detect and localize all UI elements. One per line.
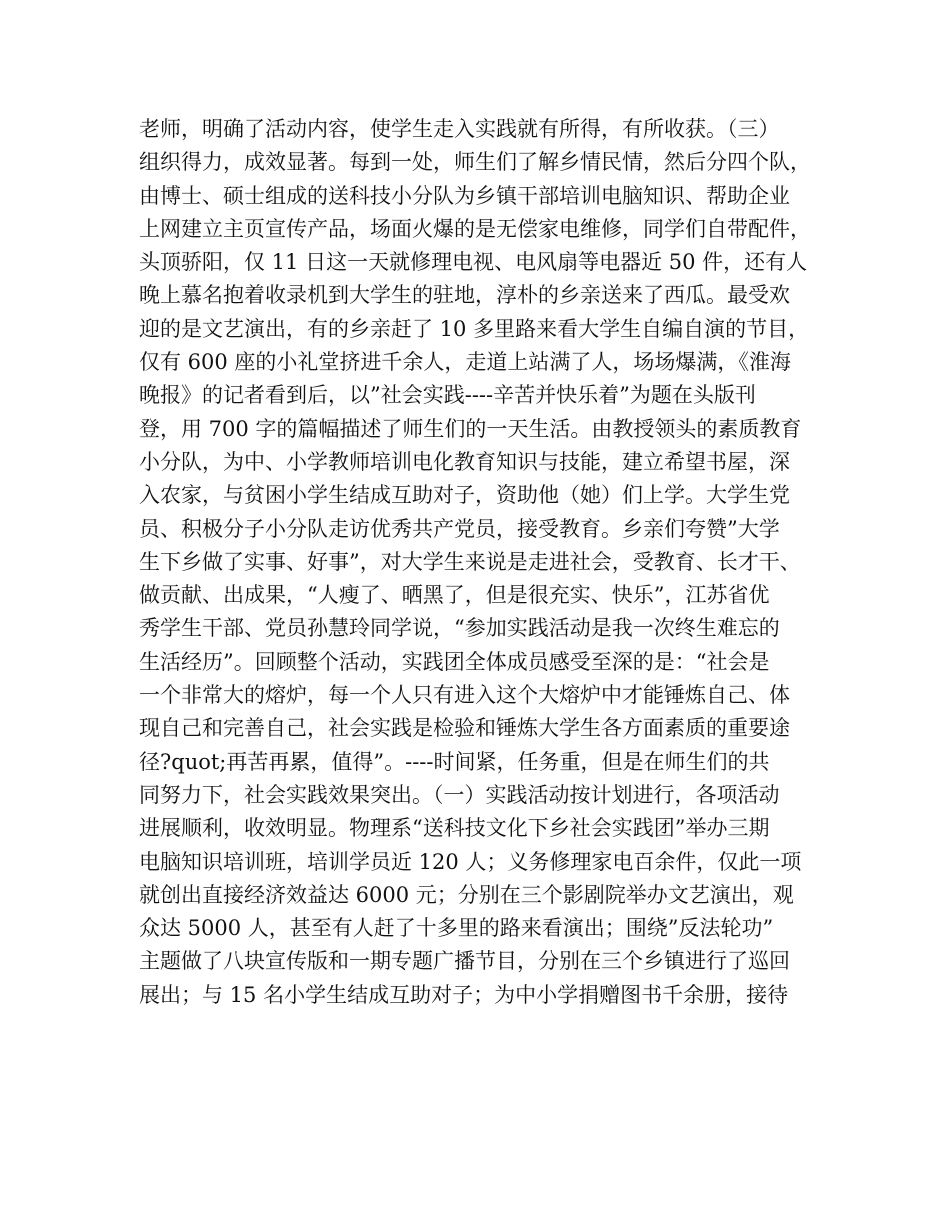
text-line: 由博士、硕士组成的送科技小分队为乡镇干部培训电脑知识、帮助企业 bbox=[139, 183, 790, 208]
text-line: 上网建立主页宣传产品，场面火爆的是无偿家电维修，同学们自带配件， bbox=[139, 216, 811, 241]
text-line: 员、积极分子小分队走访优秀共产党员，接受教育。乡亲们夸赞”大学 bbox=[139, 516, 780, 541]
text-line: 现自己和完善自己，社会实践是检验和锤炼大学生各方面素质的重要途 bbox=[139, 716, 790, 741]
text-line: 头顶骄阳，仅 11 日这一天就修理电视、电风扇等电器近 50 件，还有人 bbox=[139, 250, 808, 275]
text-line: 组织得力，成效显著。每到一处，师生们了解乡情民情，然后分四个队， bbox=[139, 150, 811, 175]
text-line: 就创出直接经济效益达 6000 元；分别在三个影剧院举办文艺演出，观 bbox=[139, 882, 794, 907]
text-line: 同努力下，社会实践效果突出。（一）实践活动按计划进行，各项活动 bbox=[139, 782, 780, 807]
text-line: 径?quot;再苦再累，值得”。----时间紧，任务重，但是在师生们的共 bbox=[139, 749, 770, 774]
text-line: 晚报》的记者看到后，以”社会实践----辛苦并快乐着”为题在头版刊 bbox=[139, 383, 756, 408]
text-line: 老师，明确了活动内容，使学生走入实践就有所得，有所收获。（三） bbox=[139, 117, 780, 141]
text-line: 展出；与 15 名小学生结成互助对子；为中小学捐赠图书千余册，接待 bbox=[139, 982, 789, 1007]
text-line: 入农家，与贫困小学生结成互助对子，资助他（她）们上学。大学生党 bbox=[139, 483, 790, 508]
text-line: 秀学生干部、党员孙慧玲同学说，“参加实践活动是我一次终生难忘的 bbox=[139, 616, 780, 641]
text-line: 主题做了八块宣传版和一期专题广播节目，分别在三个乡镇进行了巡回 bbox=[139, 949, 790, 974]
text-line: 做贡献、出成果，“人瘦了、晒黑了，但是很充实、快乐”，江苏省优 bbox=[139, 583, 770, 608]
text-line: 生下乡做了实事、好事”，对大学生来说是走进社会，受教育、长才干、 bbox=[139, 549, 801, 574]
text-line: 小分队，为中、小学教师培训电化教育知识与技能，建立希望书屋，深 bbox=[139, 449, 790, 474]
text-line: 仅有 600 座的小礼堂挤进千余人，走道上站满了人，场场爆满，《淮海 bbox=[139, 350, 791, 375]
body-paragraph bbox=[139, 113, 829, 1012]
text-line: 进展顺利，收效明显。物理系“送科技文化下乡社会实践团”举办三期 bbox=[139, 816, 770, 841]
text-line: 登，用 700 字的篇幅描述了师生们的一天生活。由教授领头的素质教育 bbox=[139, 416, 802, 441]
text-line: 众达 5000 人，甚至有人赶了十多里的路来看演出；围绕”反法轮功” bbox=[139, 916, 774, 941]
text-line: 迎的是文艺演出，有的乡亲赶了 10 多里路来看大学生自编自演的节目， bbox=[139, 316, 810, 341]
text-line: 晚上慕名抱着收录机到大学生的驻地，淳朴的乡亲送来了西瓜。最受欢 bbox=[139, 283, 790, 308]
text-line: 电脑知识培训班，培训学员近 120 人；义务修理家电百余件，仅此一项 bbox=[139, 849, 802, 874]
text-line: 生活经历”。回顾整个活动，实践团全体成员感受至深的是：“社会是 bbox=[139, 649, 770, 674]
text-line: 一个非常大的熔炉，每一个人只有进入这个大熔炉中才能锤炼自己、体 bbox=[139, 683, 790, 708]
